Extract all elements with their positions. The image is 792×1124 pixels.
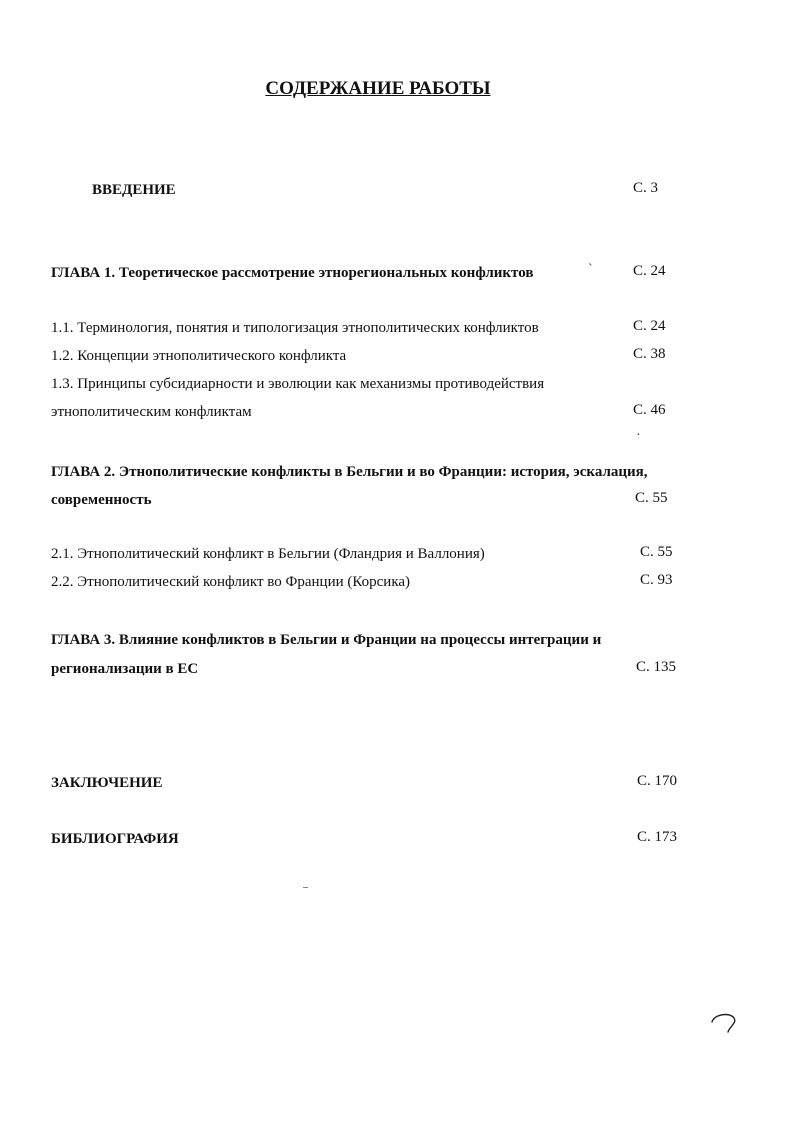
toc-chapter3-label-line2: регионализации в ЕС	[51, 661, 199, 677]
scan-speck	[303, 887, 308, 888]
scan-mark: ·	[636, 428, 641, 443]
toc-section-2-1-label: 2.1. Этнополитический конфликт в Бельгии (Фландрия и Валлония)	[51, 546, 485, 562]
toc-section-1-1-page: С. 24	[633, 318, 666, 334]
toc-section-1-3-page: С. 46	[633, 402, 666, 418]
toc-chapter3-label-line1: ГЛАВА 3. Влияние конфликтов в Бельгии и Франции на процессы интеграции и	[51, 632, 602, 648]
toc-section-2-2-label: 2.2. Этнополитический конфликт во Франции (Корсика)	[51, 574, 411, 590]
toc-bibliography-page: С. 173	[637, 829, 678, 845]
toc-conclusion-page: С. 170	[637, 773, 678, 789]
toc-section-1-2-page: С. 38	[633, 346, 666, 362]
toc-conclusion-label: ЗАКЛЮЧЕНИЕ	[51, 775, 163, 791]
toc-chapter2-label-line2: современность	[51, 492, 152, 508]
toc-section-1-2-label: 1.2. Концепции этнополитического конфликта	[51, 348, 347, 364]
toc-section-1-3-label-line1: 1.3. Принципы субсидиарности и эволюции как механизмы противодействия	[51, 376, 545, 392]
scan-mark: `	[588, 262, 593, 277]
toc-section-2-1-page: С. 55	[640, 544, 673, 560]
toc-chapter3-page: С. 135	[636, 659, 677, 675]
toc-intro-page: С. 3	[633, 180, 659, 196]
toc-intro-label: ВВЕДЕНИЕ	[92, 182, 176, 198]
toc-chapter1-label: ГЛАВА 1. Теоретическое рассмотрение этнорегиональных конфликтов	[51, 265, 534, 281]
toc-section-1-1-label: 1.1. Терминология, понятия и типологизация этнополитических конфликтов	[51, 320, 539, 336]
handwritten-page-number	[708, 1010, 742, 1036]
toc-bibliography-label: БИБЛИОГРАФИЯ	[51, 831, 179, 847]
toc-section-1-3-label-line2: этнополитическим конфликтам	[51, 404, 252, 420]
page-title: СОДЕРЖАНИЕ РАБОТЫ	[265, 78, 491, 99]
toc-chapter2-label-line1: ГЛАВА 2. Этнополитические конфликты в Бельгии и во Франции: история, эскалация,	[51, 464, 648, 480]
toc-section-2-2-page: С. 93	[640, 572, 673, 588]
toc-chapter1-page: С. 24	[633, 263, 666, 279]
toc-chapter2-page: С. 55	[635, 490, 668, 506]
